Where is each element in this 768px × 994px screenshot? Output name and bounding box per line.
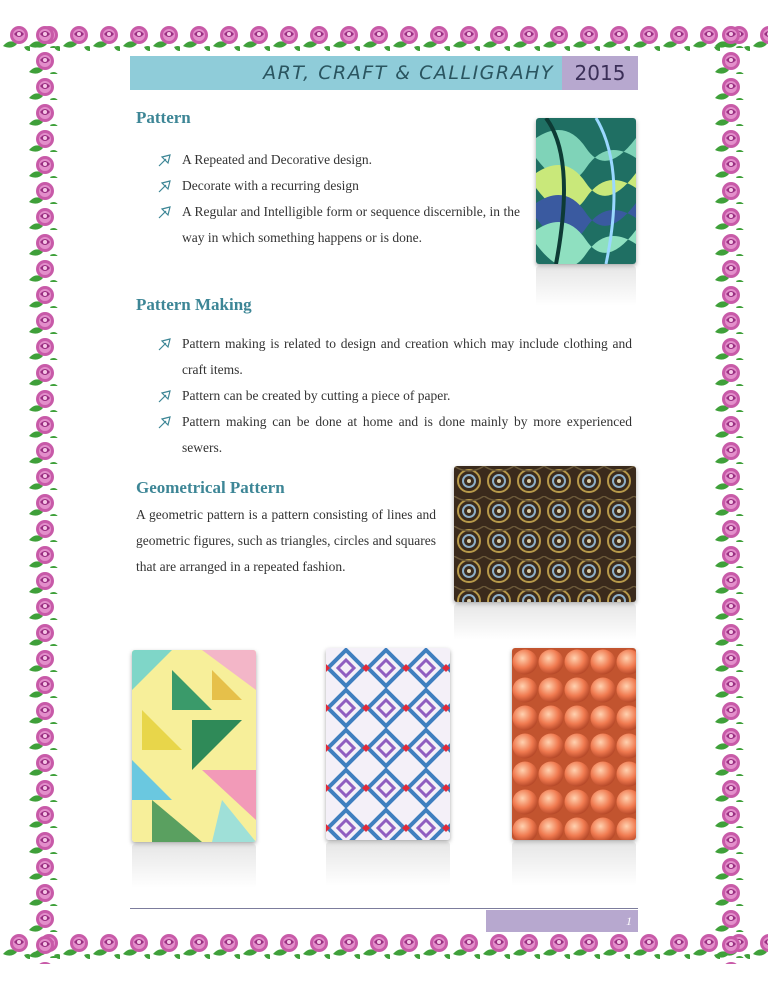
heading-geometrical-pattern: Geometrical Pattern bbox=[136, 478, 285, 497]
rose-flower-icon bbox=[0, 22, 768, 56]
list-item: Pattern making can be done at home and is done mainly by more experienced sewers. bbox=[158, 409, 632, 461]
rose-flower-icon bbox=[0, 930, 768, 964]
floral-border-left bbox=[26, 22, 60, 964]
page-number: 1 bbox=[486, 910, 638, 932]
list-item: Pattern can be created by cutting a piece of paper. bbox=[158, 383, 632, 409]
page-header bbox=[130, 56, 638, 90]
floral-border-top bbox=[0, 22, 768, 56]
arrow-bullet-icon bbox=[158, 205, 172, 219]
pattern-bullet-list bbox=[158, 147, 520, 251]
swirl-pattern-image bbox=[454, 466, 636, 602]
triangle-pattern-reflection bbox=[132, 844, 256, 888]
bubble-pattern-image bbox=[512, 648, 636, 840]
triangle-pattern-image bbox=[132, 650, 256, 842]
header-year: 2015 bbox=[562, 56, 638, 90]
rose-flower-icon bbox=[712, 22, 746, 964]
header-title: ART, CRAFT & CALLIGRAHY bbox=[130, 56, 562, 90]
heading-pattern-making: Pattern Making bbox=[136, 295, 252, 314]
wave-pattern-image bbox=[536, 118, 636, 264]
arrow-bullet-icon bbox=[158, 179, 172, 193]
arrow-bullet-icon bbox=[158, 389, 172, 403]
list-item: Decorate with a recurring design bbox=[158, 173, 520, 199]
bubble-pattern-reflection bbox=[512, 842, 636, 886]
geometrical-paragraph: A geometric pattern is a pattern consisting of lines and geometric figures, such as triangles, circles and squares that are arranged in a repeated fashion. bbox=[136, 507, 436, 574]
heading-pattern: Pattern bbox=[136, 108, 191, 127]
arrow-bullet-icon bbox=[158, 415, 172, 429]
list-item: A Regular and Intelligible form or sequence discernible, in the way in which something happens or is done. bbox=[158, 199, 520, 251]
diamond-pattern-reflection bbox=[326, 842, 450, 886]
footer-divider bbox=[130, 908, 638, 909]
wave-pattern-reflection bbox=[536, 266, 636, 306]
swirl-pattern-reflection bbox=[454, 604, 636, 640]
rose-flower-icon bbox=[26, 22, 60, 964]
arrow-bullet-icon bbox=[158, 337, 172, 351]
list-item: A Repeated and Decorative design. bbox=[158, 147, 520, 173]
diamond-pattern-image bbox=[326, 648, 450, 840]
list-item: Pattern making is related to design and creation which may include clothing and craft items. bbox=[158, 331, 632, 383]
arrow-bullet-icon bbox=[158, 153, 172, 167]
floral-border-bottom bbox=[0, 930, 768, 964]
floral-border-right bbox=[712, 22, 746, 964]
pattern-making-bullet-list bbox=[158, 331, 632, 461]
